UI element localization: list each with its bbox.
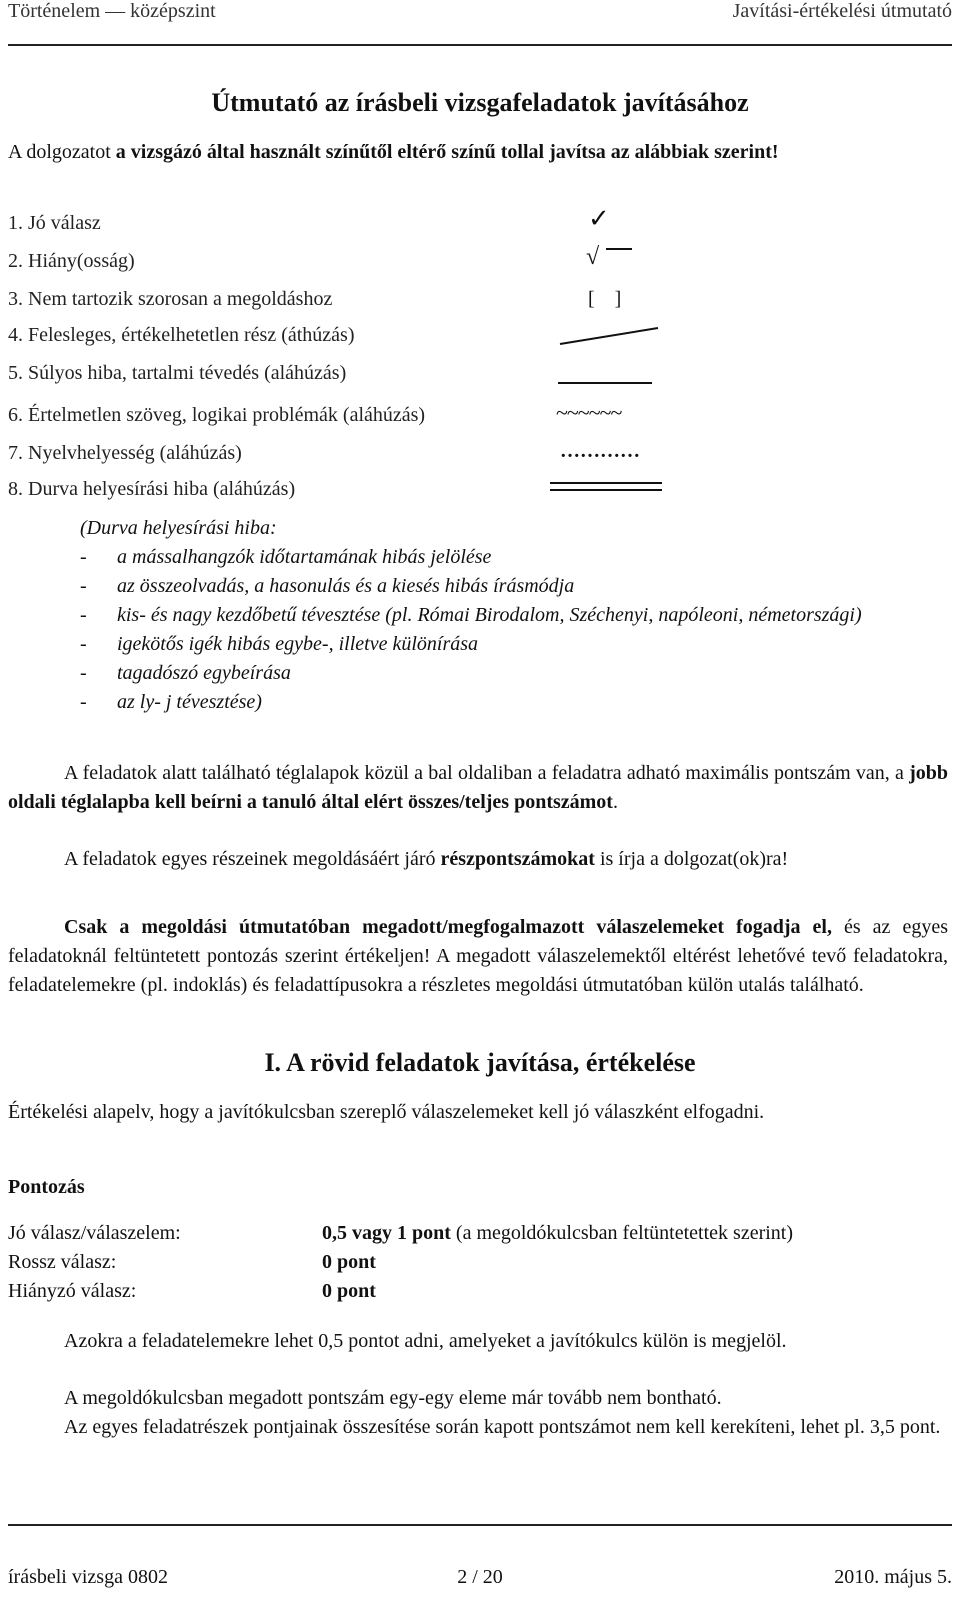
paragraph-partial-scores: A feladatok egyes részeinek megoldásáért járó részpontszámokat is írja a dolgozat(ok)ra! [64,848,789,870]
strike-line-icon [558,320,662,350]
wavy-icon: ~~~~~~ [556,400,622,425]
spelling-heading: (Durva helyesírási hiba: [80,517,277,539]
mark-label-2: 2. Hiány(osság) [8,250,135,272]
pontozas-heading: Pontozás [8,1176,85,1198]
root-bar [606,248,632,250]
score-value-wrong: 0 pont [322,1251,376,1273]
list-item: - az ly- j tévesztése) [80,691,262,713]
root-icon [586,244,599,271]
score-label-wrong: Rossz válasz: [8,1251,117,1273]
mark-label-1: 1. Jó válasz [8,212,101,234]
spelling-errors-list [80,514,950,717]
header-left: Történelem — középszint [8,0,216,22]
dotted-icon: ………… [560,440,640,462]
list-item: - igekötős igék hibás egybe-, illetve különírása [80,633,479,655]
mark-label-8: 8. Durva helyesírási hiba (aláhúzás) [8,478,296,500]
paragraph-rounding: Az egyes feladatrészek pontjainak összesítése során kapott pontszámot nem kell kerekíteni, lehet pl. 3,5 pont. [64,1416,941,1438]
footer-page-number: 2 / 20 [457,1566,503,1588]
footer-left: írásbeli vizsga 0802 [8,1566,168,1588]
score-value-correct: 0,5 vagy 1 pont (a megoldókulcsban feltüntetettek szerint) [322,1222,794,1244]
paragraph-scoring-boxes: A feladatok alatt található téglalapok közül a bal oldaliban a feladatra adható maximális pontszám van, a jobb oldali téglalapba kell beírni a tanuló által elért összes/teljes pontszámot. [8,762,948,813]
header-right: Javítási-értékelési útmutató [732,0,952,22]
mark-label-6: 6. Értelmetlen szöveg, logikai problémák (aláhúzás) [8,404,426,426]
section-title: I. A rövid feladatok javítása, értékelése [264,1048,696,1077]
mark-label-5: 5. Súlyos hiba, tartalmi tévedés (aláhúzás) [8,362,347,384]
header-rule [8,44,952,46]
mark-label-3: 3. Nem tartozik szorosan a megoldáshoz [8,288,333,310]
double-line-icon [550,482,662,491]
page-title: Útmutató az írásbeli vizsgafeladatok javításához [211,88,749,117]
list-item: - kis- és nagy kezdőbetű tévesztése (pl. Római Birodalom, Széchenyi, napóleoni, németországi) [80,604,862,626]
paragraph-principle: Értékelési alapelv, hogy a javítókulcsban szereplő válaszelemeket kell jó válaszként elfogadni. [8,1101,765,1123]
intro-bold: a vizsgázó által használt színűtől eltérő színű tollal javítsa az alábbiak szerint! [115,141,779,163]
score-label-correct: Jó válasz/válaszelem: [8,1222,181,1244]
intro-plain: A dolgozatot [8,141,116,163]
list-item: - az összeolvadás, a hasonulás és a kiesés hibás írásmódja [80,575,575,597]
intro-paragraph [8,138,948,167]
list-item: - a mássalhangzók időtartamának hibás jelölése [80,546,492,568]
root-symbol: √ [586,244,600,270]
score-label-missing: Hiányzó válasz: [8,1280,137,1302]
mark-label-4: 4. Felesleges, értékelhetetlen rész (áthúzás) [8,324,355,346]
mark-label-7: 7. Nyelvhelyesség (aláhúzás) [8,442,242,464]
footer-rule [8,1524,952,1526]
paragraph-accept-only: Csak a megoldási útmutatóban megadott/megfogalmazott válaszelemeket fogadja el, és az egyes feladatoknál feltüntetett pontozás szerint értékeljen! A megadott válaszelemektől eltérést lehetővé tevő feladatokra, feladatelemekre (pl. indoklás) és feladattípusokra a részletes megoldási útmutatóban külön utalás található. [8,916,948,996]
paragraph-indivisible: A megoldókulcsban megadott pontszám egy-egy eleme már tovább nem bontható. [64,1387,722,1409]
score-value-missing: 0 pont [322,1280,376,1302]
paragraph-half-points: Azokra a feladatelemekre lehet 0,5 pontot adni, amelyeket a javítókulcs külön is megjelöl. [64,1330,787,1352]
footer-right: 2010. május 5. [834,1566,952,1588]
checkmark-icon: ✓ [588,204,610,233]
underline-icon [558,382,652,384]
page-header [0,0,960,40]
list-item: - tagadószó egybeírása [80,662,291,684]
brackets-icon: [ ] [588,288,622,310]
